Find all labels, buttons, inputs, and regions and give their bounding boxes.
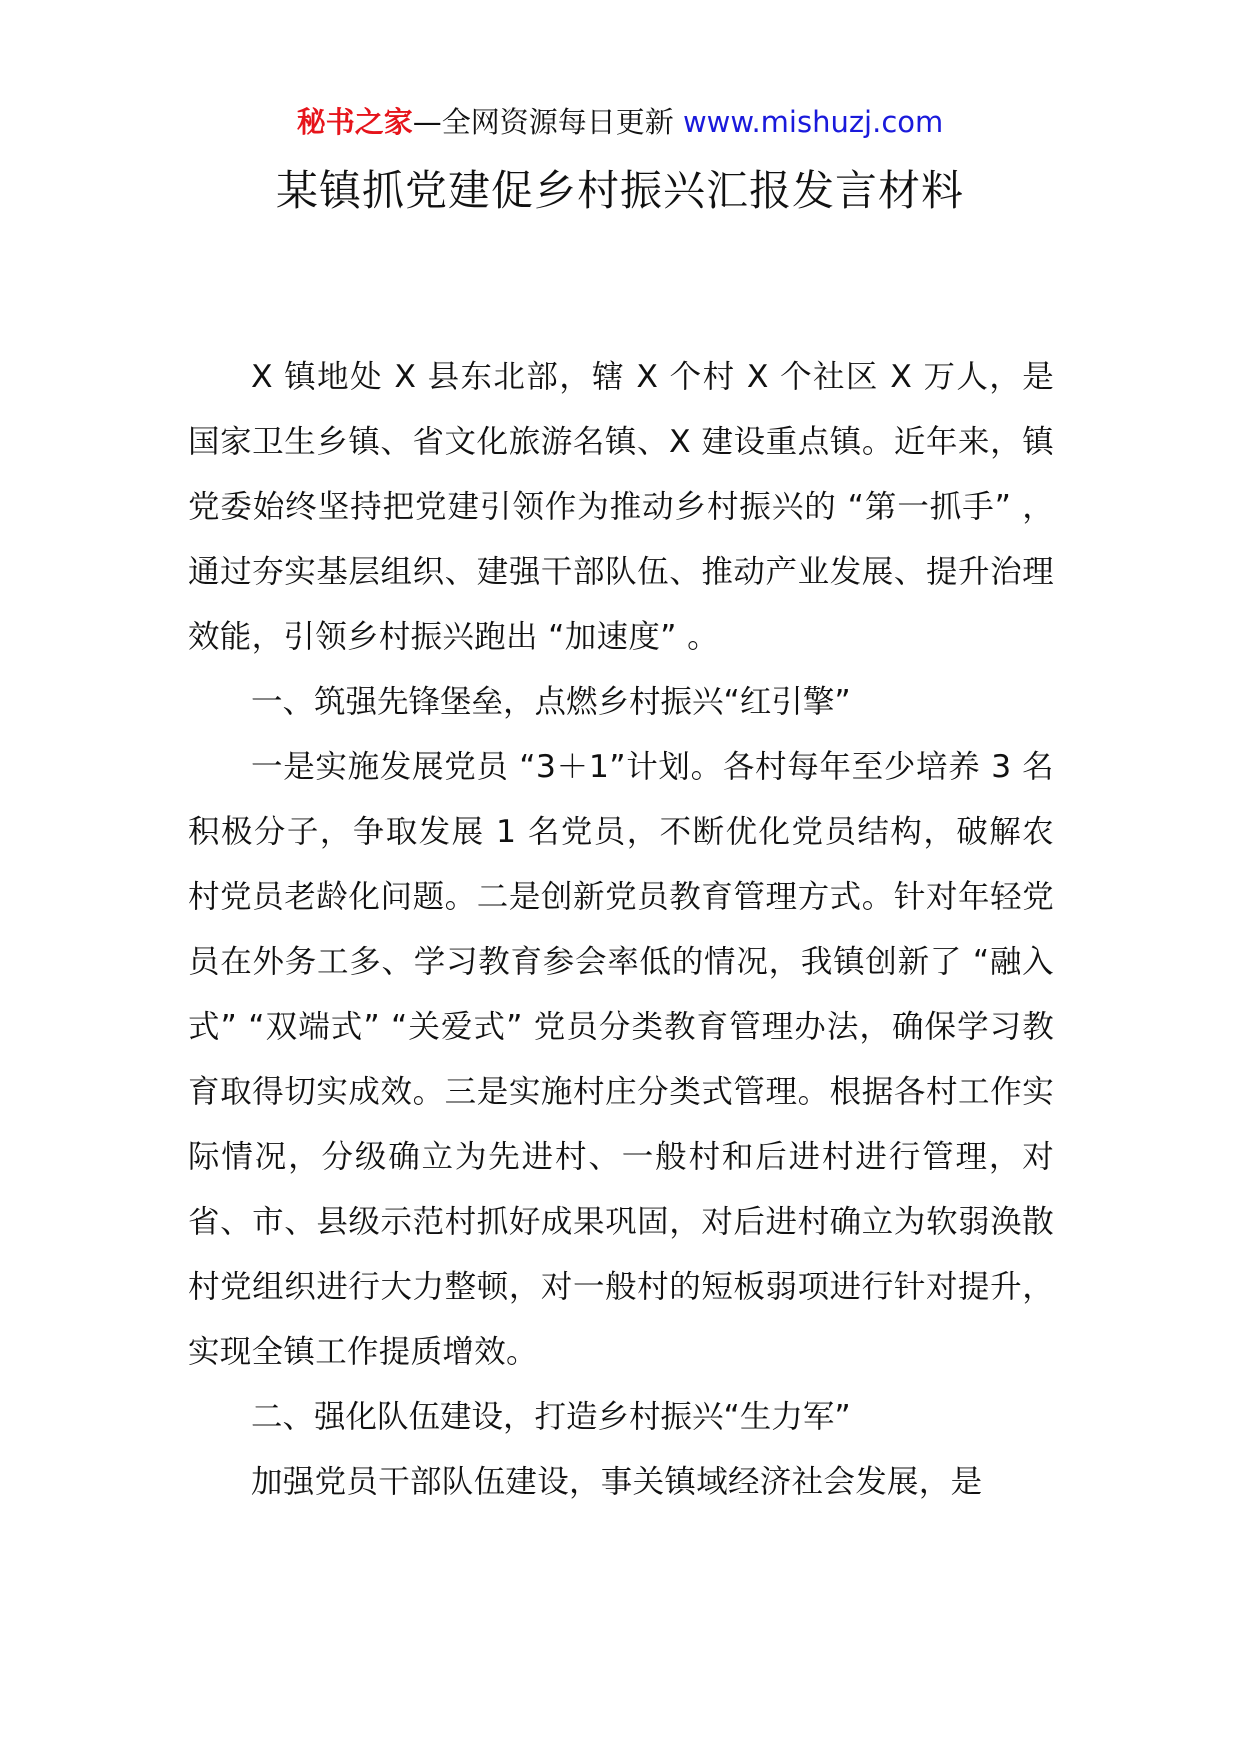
intro-paragraph: X 镇地处 X 县东北部，辖 X 个村 X 个社区 X 万人，是国家卫生乡镇、省文化旅游名镇、X 建设重点镇。近年来，镇党委始终坚持把党建引领作为推动乡村振兴的 “第一抓手” ，通过夯实基层组织、建强干部队伍、推动产业发展、提升治理效能，引领乡村振兴跑出 “加速度” 。 <box>188 359 1054 655</box>
site-url: www.mishuzj.com <box>682 105 944 139</box>
section-paragraph-2: 加强党员干部队伍建设，事关镇域经济社会发展，是 <box>251 1464 983 1500</box>
site-slogan: —全网资源每日更新 <box>412 105 683 139</box>
section-heading-2: 二、强化队伍建设，打造乡村振兴“生力军” <box>251 1399 851 1435</box>
document-title: 某镇抓党建促乡村振兴汇报发言材料 <box>275 166 964 215</box>
site-brand: 秘书之家 <box>296 105 413 139</box>
section-heading-1: 一、筑强先锋堡垒，点燃乡村振兴“红引擎” <box>251 684 851 720</box>
document-body <box>188 345 1054 1515</box>
site-banner <box>0 100 1240 144</box>
section-paragraph-1: 一是实施发展党员 “3＋1”计划。各村每年至少培养 3 名积极分子，争取发展 1 名党员，不断优化党员结构，破解农村党员老龄化问题。二是创新党员教育管理方式。针对年轻党员在外务工多、学习教育参会率低的情况，我镇创新了 “融入式” “双端式” “关爱式” 党员分类教育管理办法，确保学习教育取得切实成效。三是实施村庄分类式管理。根据各村工作实际情况，分级确立为先进村、一般村和后进村进行管理，对省、市、县级示范村抓好成果巩固，对后进村确立为软弱涣散村党组织进行大力整顿，对一般村的短板弱项进行针对提升，实现全镇工作提质增效。 <box>188 749 1054 1370</box>
